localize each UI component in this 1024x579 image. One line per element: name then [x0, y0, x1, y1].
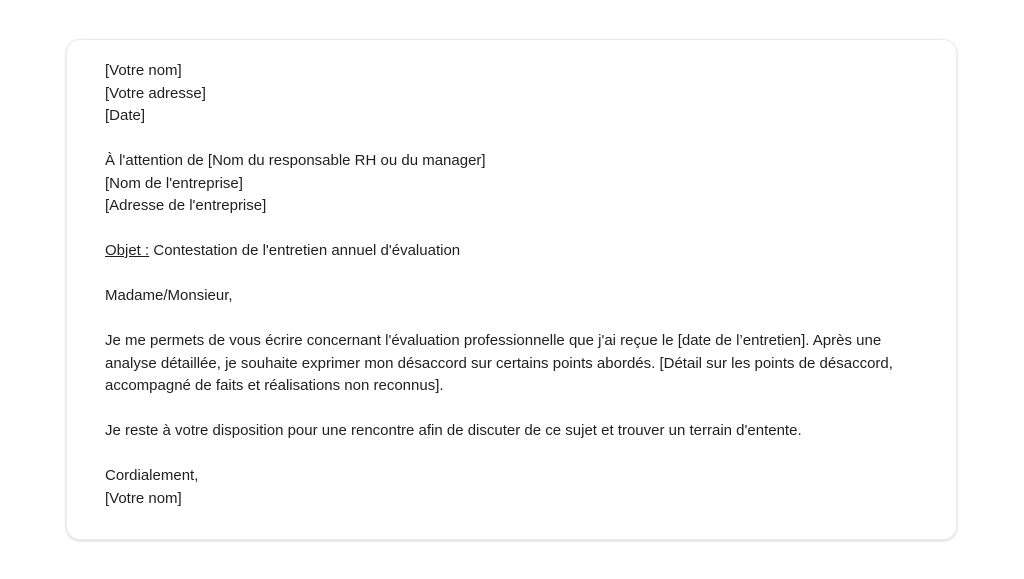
sender-name: [Votre nom] — [105, 62, 182, 79]
letter-text — [105, 60, 922, 510]
spacer — [105, 308, 922, 331]
sender-date: [Date] — [105, 107, 146, 124]
spacer — [105, 263, 922, 286]
spacer — [105, 443, 922, 466]
spacer — [105, 398, 922, 421]
sender-address: [Votre adresse] — [105, 84, 206, 102]
closing-text: Cordialement, — [105, 467, 199, 484]
recipient-company-address: [Adresse de l'entreprise] — [105, 197, 267, 214]
subject-line — [105, 240, 922, 263]
spacer — [105, 218, 922, 241]
recipient-attention: À l'attention de [Nom du responsable RH ou du manager] — [105, 152, 486, 169]
letter-card — [66, 39, 957, 540]
body-paragraph-2: Je reste à votre disposition pour une rencontre afin de discuter de ce sujet et trouver un terrain d'entente. — [105, 422, 802, 439]
body-paragraph-1: Je me permets de vous écrire concernant l'évaluation professionnelle que j'ai reçue le [date de l’entretien]. Après une analyse détaillée, je souhaite exprimer mon désaccord sur certains points abordés. [Détail sur les points de désaccord, accompagné de faits et réalisations non reconnus]. — [105, 332, 893, 394]
salutation: Madame/Monsieur, — [105, 287, 233, 304]
subject-label: Objet : — [105, 242, 150, 259]
subject-text: Contestation de l'entretien annuel d'évaluation — [149, 242, 461, 259]
spacer — [105, 128, 922, 151]
signature: [Votre nom] — [105, 489, 182, 507]
recipient-company: [Nom de l'entreprise] — [105, 174, 243, 192]
